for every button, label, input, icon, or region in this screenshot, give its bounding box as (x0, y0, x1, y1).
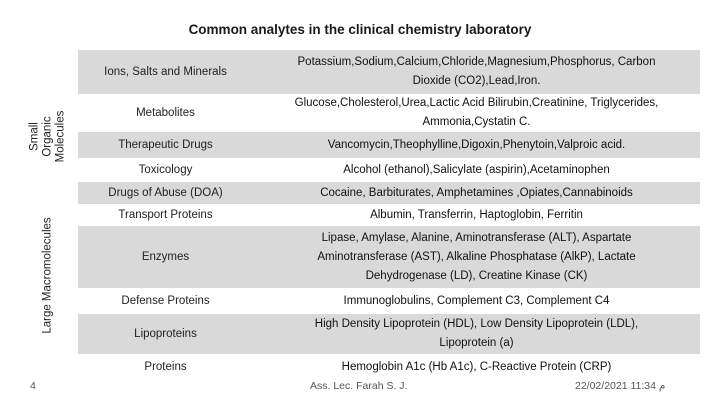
table-row (78, 94, 700, 132)
row-category: Drugs of Abuse (DOA) (108, 187, 223, 199)
row-analytes: Potassium,Sodium,Calcium,Chloride,Magnesium,Phosphorus, Carbon Dioxide (CO2),Lead,Iron. (297, 56, 656, 87)
table-row (78, 204, 700, 226)
table-row (78, 50, 700, 94)
table-row (78, 288, 700, 314)
row-category: Toxicology (138, 164, 193, 176)
row-category: Lipoproteins (134, 328, 197, 340)
row-analytes: Lipase, Amylase, Alanine, Aminotransferase (ALT), Aspartate Aminotransferase (AST), Alkaline Phosphatase (AlkP), Lactate Dehydrogenase (LD), Creatine Kinase (CK) (317, 231, 636, 282)
row-category: Metabolites (136, 107, 195, 119)
side-label-small-organic-text: Small Organic Molecules (28, 110, 67, 162)
table-row (78, 314, 700, 354)
side-label-large-macromolecules-text: Large Macromolecules (41, 216, 54, 334)
row-analytes: High Density Lipoprotein (HDL), Low Density Lipoprotein (LDL), Lipoprotein (a) (314, 318, 639, 349)
row-category: Therapeutic Drugs (118, 139, 213, 151)
page-number: 4 (30, 380, 36, 392)
table-row (78, 354, 700, 380)
row-analytes: Glucose,Cholesterol,Urea,Lactic Acid Bilirubin,Creatinine, Triglycerides, Ammonia,Cystatin C. (294, 97, 659, 128)
table-row (78, 132, 700, 158)
table-row (78, 158, 700, 182)
slide-title: Common analytes in the clinical chemistry laboratory (188, 22, 532, 37)
row-category: Enzymes (141, 251, 190, 263)
footer-author: Ass. Lec. Farah S. J. (310, 380, 408, 392)
row-category: Proteins (144, 361, 187, 373)
row-analytes: Hemoglobin A1c (Hb A1c), C-Reactive Protein (CRP) (341, 360, 612, 373)
side-label-small-organic (20, 92, 76, 180)
row-category: Transport Proteins (118, 209, 213, 221)
table-row (78, 226, 700, 288)
footer-timestamp: م 11:34 22/02/2021 (575, 380, 666, 392)
table-row (78, 182, 700, 204)
row-analytes: Cocaine, Barbiturates, Amphetamines ,Opiates,Cannabinoids (320, 186, 633, 199)
side-label-large-macromolecules (20, 200, 76, 350)
row-category: Defense Proteins (121, 295, 210, 307)
row-analytes: Vancomycin,Theophylline,Digoxin,Phenytoin,Valproic acid. (327, 138, 626, 151)
row-analytes: Alcohol (ethanol),Salicylate (aspirin),Acetaminophen (343, 163, 610, 176)
row-analytes: Albumin, Transferrin, Haptoglobin, Ferritin (370, 208, 583, 221)
row-analytes: Immunoglobulins, Complement C3, Complement C4 (343, 294, 610, 307)
row-category: Ions, Salts and Minerals (104, 66, 227, 78)
